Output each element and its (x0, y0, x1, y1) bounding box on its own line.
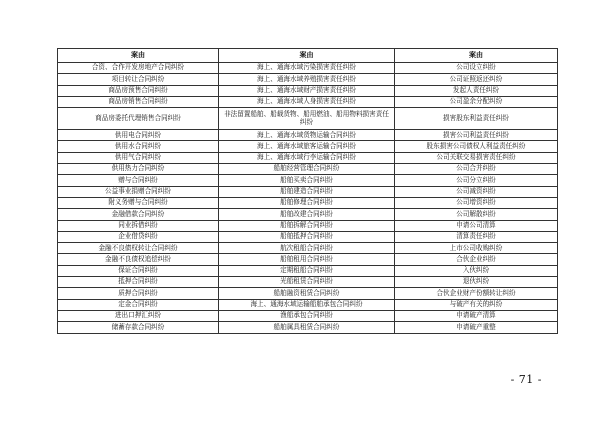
table-cell: 申请破产清算 (395, 310, 558, 321)
table-row (58, 108, 558, 130)
table-cell: 质押合同纠纷 (58, 288, 219, 299)
table-cell: 供用水合同纠纷 (58, 141, 219, 152)
table-cell: 公司增资纠纷 (395, 197, 558, 208)
table-cell: 公益事业捐赠合同纠纷 (58, 186, 219, 197)
table-cell: 公司证照返还纠纷 (395, 74, 558, 85)
table-row (58, 254, 558, 265)
table-cell: 公司解散纠纷 (395, 209, 558, 220)
table-cell: 损害股东利益责任纠纷 (395, 108, 558, 130)
table-row (58, 152, 558, 163)
table-cell: 储蓄存款合同纠纷 (58, 322, 219, 333)
table-cell: 船舶抵押合同纠纷 (219, 231, 395, 242)
table-row (58, 130, 558, 141)
table-row (58, 299, 558, 310)
table-cell: 海上、通海水域运输船舶承包合同纠纷 (219, 299, 395, 310)
table-cell: 供用电合同纠纷 (58, 130, 219, 141)
table-row (58, 322, 558, 333)
table-row (58, 186, 558, 197)
table-row (58, 63, 558, 74)
table-cell: 退伙纠纷 (395, 277, 558, 288)
table-row (58, 243, 558, 254)
table-row (58, 288, 558, 299)
table-cell: 公司减资纠纷 (395, 186, 558, 197)
table-row (58, 74, 558, 85)
table-cell: 申请破产重整 (395, 322, 558, 333)
table-row (58, 220, 558, 231)
table-cell: 船舶买卖合同纠纷 (219, 175, 395, 186)
table-row (58, 197, 558, 208)
table-cell: 损害公司利益责任纠纷 (395, 130, 558, 141)
table-cell: 船舶建造合同纠纷 (219, 186, 395, 197)
table-cell: 商品房预售合同纠纷 (58, 85, 219, 96)
table-row (58, 310, 558, 321)
table-cell: 与破产有关的纠纷 (395, 299, 558, 310)
table-cell: 公司分立纠纷 (395, 175, 558, 186)
table-row (58, 265, 558, 276)
table-cell: 上市公司收购纠纷 (395, 243, 558, 254)
column-header: 案由 (395, 49, 558, 63)
table-cell: 船舶拆解合同纠纷 (219, 220, 395, 231)
table-cell: 商品房委托代理销售合同纠纷 (58, 108, 219, 130)
table-cell: 航次租船合同纠纷 (219, 243, 395, 254)
table-cell: 同业拆借纠纷 (58, 220, 219, 231)
table-row (58, 85, 558, 96)
table-row (58, 164, 558, 175)
case-cause-table (57, 48, 558, 334)
table-cell: 船舶改建合同纠纷 (219, 209, 395, 220)
table-cell: 赠与合同纠纷 (58, 175, 219, 186)
table-cell: 公司设立纠纷 (395, 63, 558, 74)
table-cell: 定期租船合同纠纷 (219, 265, 395, 276)
table-row (58, 175, 558, 186)
table-cell: 海上、通海水域财产损害责任纠纷 (219, 85, 395, 96)
table-cell: 申请公司清算 (395, 220, 558, 231)
table-cell: 金融不良债权转让合同纠纷 (58, 243, 219, 254)
table-cell: 海上、通海水域货物运输合同纠纷 (219, 130, 395, 141)
table-cell: 定金合同纠纷 (58, 299, 219, 310)
table-cell: 船舶融资租赁合同纠纷 (219, 288, 395, 299)
table-cell: 海上、通海水域旅客运输合同纠纷 (219, 141, 395, 152)
table-cell: 海上、通海水域污染损害责任纠纷 (219, 63, 395, 74)
table-cell: 公司盈余分配纠纷 (395, 96, 558, 107)
table-cell: 抵押合同纠纷 (58, 277, 219, 288)
table-cell: 企业借贷纠纷 (58, 231, 219, 242)
table-cell: 入伙纠纷 (395, 265, 558, 276)
table-row (58, 96, 558, 107)
table-row (58, 231, 558, 242)
table-header-row (58, 49, 558, 63)
column-header: 案由 (58, 49, 219, 63)
table-cell: 清算责任纠纷 (395, 231, 558, 242)
table-cell: 非法留置船舶、船载货物、船用燃油、船用物料损害责任纠纷 (219, 108, 395, 130)
table-cell: 股东损害公司债权人利益责任纠纷 (395, 141, 558, 152)
table-cell: 合伙企业纠纷 (395, 254, 558, 265)
table-cell: 船舶租用合同纠纷 (219, 254, 395, 265)
table-cell: 船舶经营管理合同纠纷 (219, 164, 395, 175)
table-cell: 海上、通海水域行李运输合同纠纷 (219, 152, 395, 163)
table-cell: 合伙企业财产份额转让纠纷 (395, 288, 558, 299)
table-cell: 项目转让合同纠纷 (58, 74, 219, 85)
table-cell: 船舶修理合同纠纷 (219, 197, 395, 208)
table-cell: 发起人责任纠纷 (395, 85, 558, 96)
table-cell: 公司合并纠纷 (395, 164, 558, 175)
page-number: - 71 - (510, 373, 542, 386)
table-cell: 海上、通海水域人身损害责任纠纷 (219, 96, 395, 107)
table-cell: 公司关联交易损害责任纠纷 (395, 152, 558, 163)
table-cell: 光船租赁合同纠纷 (219, 277, 395, 288)
table-cell: 船舶属具租赁合同纠纷 (219, 322, 395, 333)
table-cell: 附义务赠与合同纠纷 (58, 197, 219, 208)
table-cell: 金融借款合同纠纷 (58, 209, 219, 220)
table-row (58, 277, 558, 288)
column-header: 案由 (219, 49, 395, 63)
table-row (58, 141, 558, 152)
table-cell: 渔船承包合同纠纷 (219, 310, 395, 321)
table-body (58, 63, 558, 334)
table-cell: 供用热力合同纠纷 (58, 164, 219, 175)
table-row (58, 209, 558, 220)
table-cell: 金融不良债权追偿纠纷 (58, 254, 219, 265)
table-cell: 商品房销售合同纠纷 (58, 96, 219, 107)
table-cell: 保证合同纠纷 (58, 265, 219, 276)
table-cell: 供用气合同纠纷 (58, 152, 219, 163)
table-cell: 进出口押汇纠纷 (58, 310, 219, 321)
table-cell: 海上、通海水域养殖损害责任纠纷 (219, 74, 395, 85)
table-cell: 合资、合作开发房地产合同纠纷 (58, 63, 219, 74)
